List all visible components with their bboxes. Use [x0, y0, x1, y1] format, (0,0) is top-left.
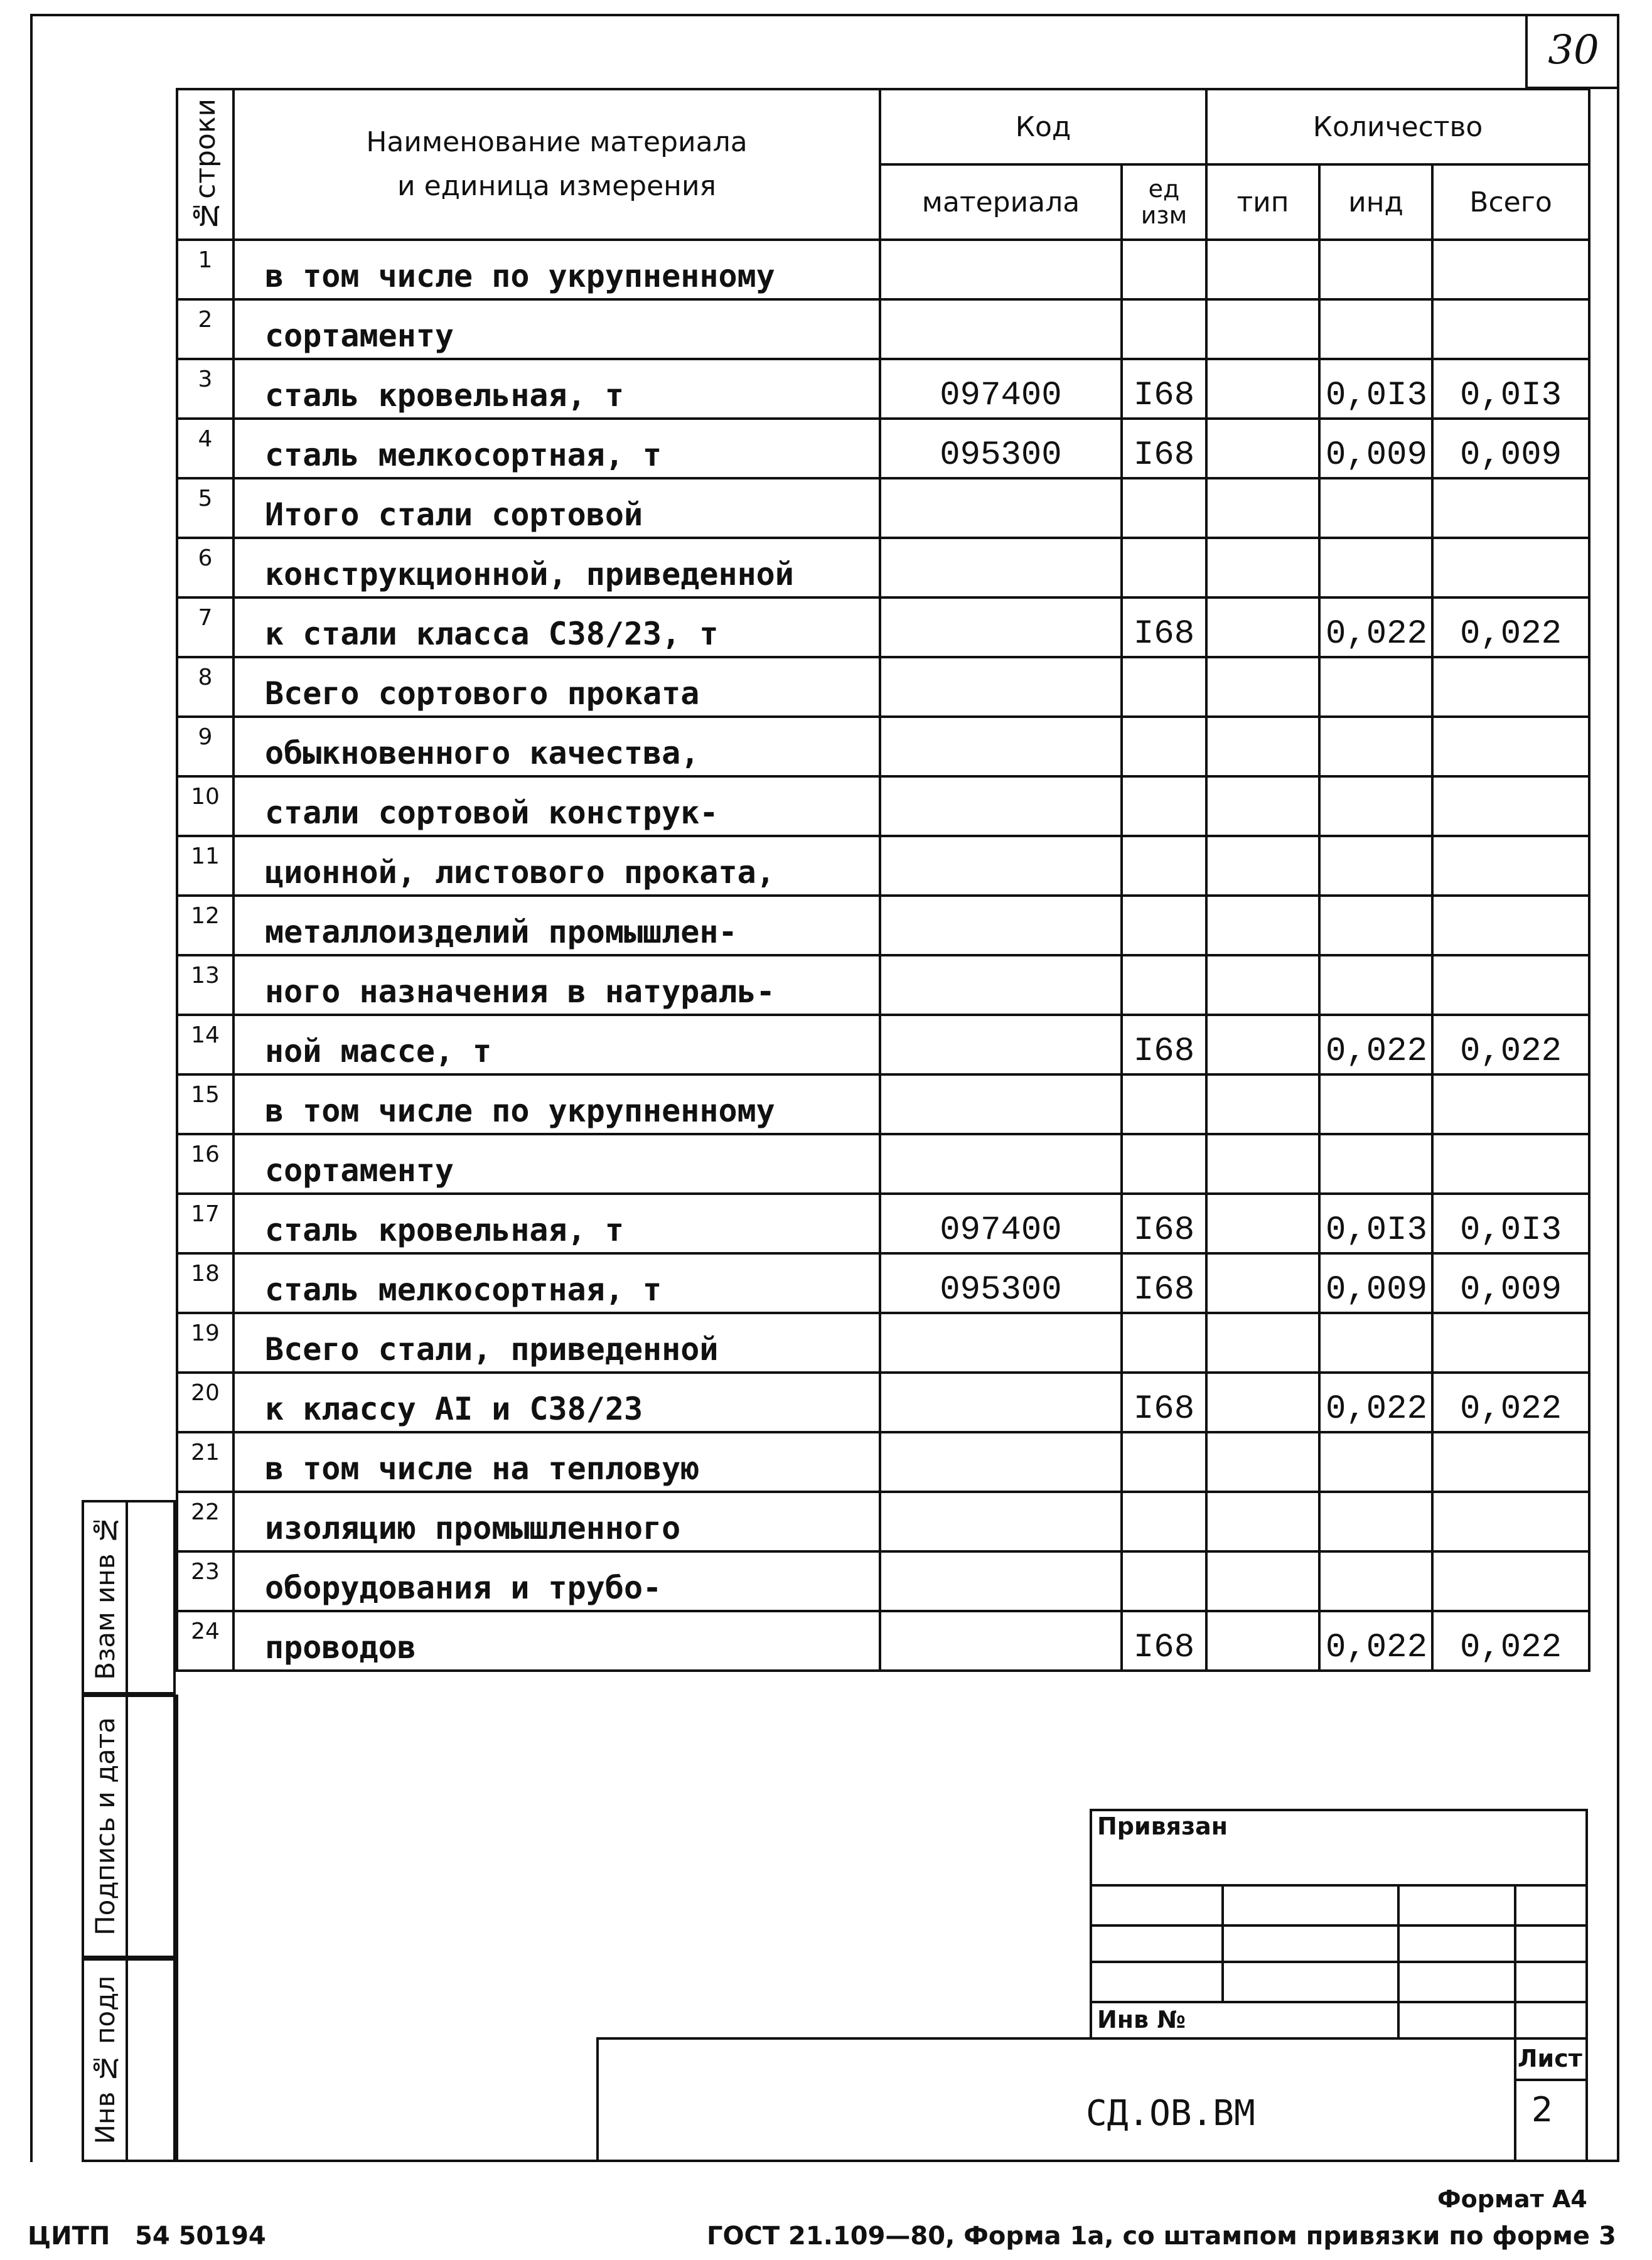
row-unit: I68: [1122, 597, 1206, 657]
row-ind: 0,022: [1319, 1611, 1432, 1671]
header-unit: [1122, 164, 1206, 240]
row-type: [1206, 240, 1319, 299]
row-unit: I68: [1122, 1015, 1206, 1074]
row-number: 3: [177, 359, 233, 419]
row-unit: [1122, 478, 1206, 538]
stamp-vzam-label: Взам инв №: [89, 1514, 121, 1680]
row-ind: 0,022: [1319, 1015, 1432, 1074]
row-number: 8: [177, 657, 233, 717]
row-type: [1206, 955, 1319, 1015]
table-row: [177, 717, 1589, 776]
row-type: [1206, 478, 1319, 538]
row-code: 095300: [880, 1253, 1122, 1313]
row-total: 0,022: [1432, 597, 1589, 657]
row-type: [1206, 717, 1319, 776]
row-name: проводов: [233, 1611, 880, 1671]
row-unit: I68: [1122, 1373, 1206, 1432]
row-total: [1432, 1551, 1589, 1611]
row-code: [880, 597, 1122, 657]
row-number: 10: [177, 776, 233, 836]
row-code: [880, 1074, 1122, 1134]
row-unit: I68: [1122, 359, 1206, 419]
row-unit: [1122, 1551, 1206, 1611]
row-ind: [1319, 1313, 1432, 1373]
row-unit: [1122, 1074, 1206, 1134]
header-row-no-label: №строки: [189, 98, 222, 231]
header-code: Код: [880, 89, 1206, 164]
header-name: [233, 89, 880, 240]
table-row: [177, 896, 1589, 955]
row-type: [1206, 1313, 1319, 1373]
row-ind: [1319, 657, 1432, 717]
row-name: конструкционной, приведенной: [233, 538, 880, 597]
row-code: [880, 538, 1122, 597]
privyazan-label: Привязан: [1097, 1813, 1228, 1840]
row-ind: 0,022: [1319, 597, 1432, 657]
header-unit-line1: ед: [1148, 175, 1180, 203]
row-name: Итого стали сортовой: [233, 478, 880, 538]
row-total: 0,022: [1432, 1015, 1589, 1074]
row-total: [1432, 299, 1589, 359]
row-type: [1206, 1194, 1319, 1253]
row-number: 20: [177, 1373, 233, 1432]
gost-label: ГОСТ 21.109—80, Форма 1а, со штампом привязки по форме 3: [707, 2222, 1616, 2251]
row-total: [1432, 1134, 1589, 1194]
row-unit: [1122, 776, 1206, 836]
row-name: сталь кровельная, т: [233, 359, 880, 419]
row-total: [1432, 1313, 1589, 1373]
row-total: [1432, 1492, 1589, 1551]
order-number: 54 50194: [135, 2222, 266, 2251]
row-total: [1432, 836, 1589, 896]
row-name: Всего стали, приведенной: [233, 1313, 880, 1373]
row-type: [1206, 836, 1319, 896]
row-code: [880, 955, 1122, 1015]
org-label: ЦИТП: [28, 2222, 110, 2251]
row-code: 097400: [880, 359, 1122, 419]
row-ind: [1319, 896, 1432, 955]
row-type: [1206, 359, 1319, 419]
row-unit: [1122, 538, 1206, 597]
row-ind: [1319, 776, 1432, 836]
row-total: [1432, 240, 1589, 299]
row-number: 23: [177, 1551, 233, 1611]
row-type: [1206, 657, 1319, 717]
row-unit: [1122, 717, 1206, 776]
row-code: [880, 1432, 1122, 1492]
row-unit: I68: [1122, 419, 1206, 478]
row-number: 9: [177, 717, 233, 776]
row-code: [880, 1611, 1122, 1671]
row-name: ной массе, т: [233, 1015, 880, 1074]
table-row: [177, 597, 1589, 657]
table-row: [177, 240, 1589, 299]
row-total: 0,009: [1432, 1253, 1589, 1313]
row-name: обыкновенного качества,: [233, 717, 880, 776]
table-row: [177, 1432, 1589, 1492]
row-number: 21: [177, 1432, 233, 1492]
row-type: [1206, 1015, 1319, 1074]
table-row: [177, 657, 1589, 717]
table-body: [177, 240, 1589, 1671]
row-total: 0,022: [1432, 1373, 1589, 1432]
row-type: [1206, 1551, 1319, 1611]
stamp-line: [1090, 1884, 1588, 1887]
row-total: [1432, 717, 1589, 776]
row-code: [880, 836, 1122, 896]
row-code: [880, 657, 1122, 717]
sheet-number: 2: [1531, 2090, 1553, 2129]
row-number: 16: [177, 1134, 233, 1194]
row-name: сталь кровельная, т: [233, 1194, 880, 1253]
header-material: материала: [880, 164, 1122, 240]
row-total: [1432, 896, 1589, 955]
row-ind: 0,022: [1319, 1373, 1432, 1432]
row-ind: 0,009: [1319, 419, 1432, 478]
materials-table: [176, 88, 1590, 1672]
table-row: [177, 1074, 1589, 1134]
stamp-line: [1514, 1884, 1516, 2040]
header-ind: инд: [1319, 164, 1432, 240]
row-type: [1206, 419, 1319, 478]
row-total: [1432, 955, 1589, 1015]
page-number: 30: [1525, 14, 1619, 89]
row-unit: [1122, 657, 1206, 717]
table-row: [177, 836, 1589, 896]
row-unit: [1122, 1432, 1206, 1492]
row-total: [1432, 776, 1589, 836]
row-type: [1206, 1492, 1319, 1551]
row-unit: I68: [1122, 1194, 1206, 1253]
row-code: 095300: [880, 419, 1122, 478]
table-row: [177, 1134, 1589, 1194]
row-ind: [1319, 955, 1432, 1015]
row-ind: [1319, 1432, 1432, 1492]
row-name: изоляцию промышленного: [233, 1492, 880, 1551]
row-ind: 0,0I3: [1319, 359, 1432, 419]
row-number: 19: [177, 1313, 233, 1373]
row-name: ного назначения в натураль-: [233, 955, 880, 1015]
row-number: 11: [177, 836, 233, 896]
row-unit: [1122, 240, 1206, 299]
header-row-no: [177, 89, 233, 240]
stamp-line: [1514, 2037, 1516, 2162]
row-type: [1206, 1253, 1319, 1313]
row-type: [1206, 776, 1319, 836]
header-type: тип: [1206, 164, 1319, 240]
row-ind: [1319, 240, 1432, 299]
stamp-podpis-label: Подпись и дата: [89, 1717, 121, 1936]
row-code: [880, 896, 1122, 955]
row-ind: [1319, 717, 1432, 776]
table-row: [177, 359, 1589, 419]
row-code: [880, 1015, 1122, 1074]
row-name: металлоизделий промышлен-: [233, 896, 880, 955]
row-number: 18: [177, 1253, 233, 1313]
row-total: 0,009: [1432, 419, 1589, 478]
row-total: [1432, 538, 1589, 597]
row-name: сортаменту: [233, 1134, 880, 1194]
sheet-label: Лист: [1518, 2045, 1582, 2072]
row-unit: I68: [1122, 1253, 1206, 1313]
row-unit: [1122, 836, 1206, 896]
row-number: 14: [177, 1015, 233, 1074]
header-unit-line2: изм: [1140, 201, 1188, 229]
row-code: [880, 1313, 1122, 1373]
table-row: [177, 1313, 1589, 1373]
table-row: [177, 776, 1589, 836]
row-ind: [1319, 836, 1432, 896]
row-name: к классу АI и С38/23: [233, 1373, 880, 1432]
table-row: [177, 955, 1589, 1015]
stamp-line: [1090, 2001, 1588, 2003]
row-total: [1432, 478, 1589, 538]
table-row: [177, 419, 1589, 478]
table-row: [177, 299, 1589, 359]
table-row: [177, 1373, 1589, 1432]
row-number: 6: [177, 538, 233, 597]
stamp-line: [1221, 1884, 1224, 2001]
row-number: 4: [177, 419, 233, 478]
row-name: сортаменту: [233, 299, 880, 359]
row-code: [880, 1134, 1122, 1194]
row-code: [880, 717, 1122, 776]
table-row: [177, 538, 1589, 597]
header-name-line2: и единица измерения: [397, 170, 717, 202]
row-ind: [1319, 538, 1432, 597]
row-ind: [1319, 1074, 1432, 1134]
row-name: стали сортовой конструк-: [233, 776, 880, 836]
stamp-podpis: [82, 1695, 176, 1958]
stamp-line: [1397, 1884, 1400, 2040]
row-name: сталь мелкосортная, т: [233, 1253, 880, 1313]
row-number: 1: [177, 240, 233, 299]
row-code: [880, 1551, 1122, 1611]
row-name: в том числе по укрупненному: [233, 240, 880, 299]
table-row: [177, 478, 1589, 538]
row-unit: [1122, 896, 1206, 955]
row-name: ционной, листового проката,: [233, 836, 880, 896]
row-number: 13: [177, 955, 233, 1015]
stamp-line: [1090, 1924, 1588, 1927]
row-number: 24: [177, 1611, 233, 1671]
table-row: [177, 1492, 1589, 1551]
inv-no-label: Инв №: [1097, 2006, 1186, 2033]
header-total: Всего: [1432, 164, 1589, 240]
lower-left-border: [176, 1695, 178, 2162]
row-total: [1432, 657, 1589, 717]
row-name: к стали класса С38/23, т: [233, 597, 880, 657]
row-type: [1206, 597, 1319, 657]
table-row: [177, 1551, 1589, 1611]
row-total: 0,0I3: [1432, 359, 1589, 419]
format-label: Формат А4: [1437, 2185, 1587, 2213]
row-type: [1206, 896, 1319, 955]
header-name-line1: Наименование материала: [366, 126, 748, 158]
row-code: [880, 1373, 1122, 1432]
row-name: в том числе на тепловую: [233, 1432, 880, 1492]
row-number: 17: [177, 1194, 233, 1253]
row-unit: [1122, 1313, 1206, 1373]
row-ind: [1319, 299, 1432, 359]
row-number: 22: [177, 1492, 233, 1551]
row-unit: [1122, 955, 1206, 1015]
row-ind: [1319, 1134, 1432, 1194]
row-code: 097400: [880, 1194, 1122, 1253]
row-type: [1206, 1432, 1319, 1492]
row-type: [1206, 1611, 1319, 1671]
row-ind: [1319, 1492, 1432, 1551]
row-ind: [1319, 478, 1432, 538]
row-code: [880, 776, 1122, 836]
row-code: [880, 478, 1122, 538]
row-type: [1206, 1074, 1319, 1134]
row-total: 0,0I3: [1432, 1194, 1589, 1253]
row-code: [880, 240, 1122, 299]
stamp-inv-podl: [82, 1958, 176, 2162]
table-row: [177, 1015, 1589, 1074]
row-name: в том числе по укрупненному: [233, 1074, 880, 1134]
row-ind: 0,0I3: [1319, 1194, 1432, 1253]
row-name: Всего сортового проката: [233, 657, 880, 717]
stamp-vzam: [82, 1500, 176, 1695]
doc-code: СД.ОВ.ВМ: [1086, 2093, 1255, 2134]
row-type: [1206, 299, 1319, 359]
row-total: 0,022: [1432, 1611, 1589, 1671]
stamp-inv-podl-label: Инв № подл: [89, 1976, 121, 2145]
row-unit: [1122, 1492, 1206, 1551]
row-number: 5: [177, 478, 233, 538]
row-number: 7: [177, 597, 233, 657]
row-unit: I68: [1122, 1611, 1206, 1671]
row-total: [1432, 1432, 1589, 1492]
stamp-line: [1514, 2079, 1588, 2081]
row-number: 15: [177, 1074, 233, 1134]
row-number: 2: [177, 299, 233, 359]
row-ind: [1319, 1551, 1432, 1611]
row-name: сталь мелкосортная, т: [233, 419, 880, 478]
row-total: [1432, 1074, 1589, 1134]
header-quantity: Количество: [1206, 89, 1589, 164]
row-code: [880, 1492, 1122, 1551]
row-unit: [1122, 299, 1206, 359]
row-number: 12: [177, 896, 233, 955]
row-unit: [1122, 1134, 1206, 1194]
table-row: [177, 1611, 1589, 1671]
row-type: [1206, 538, 1319, 597]
row-ind: 0,009: [1319, 1253, 1432, 1313]
row-type: [1206, 1373, 1319, 1432]
table-row: [177, 1194, 1589, 1253]
table-row: [177, 1253, 1589, 1313]
row-name: оборудования и трубо-: [233, 1551, 880, 1611]
row-type: [1206, 1134, 1319, 1194]
row-code: [880, 299, 1122, 359]
stamp-line: [1090, 1961, 1588, 1963]
